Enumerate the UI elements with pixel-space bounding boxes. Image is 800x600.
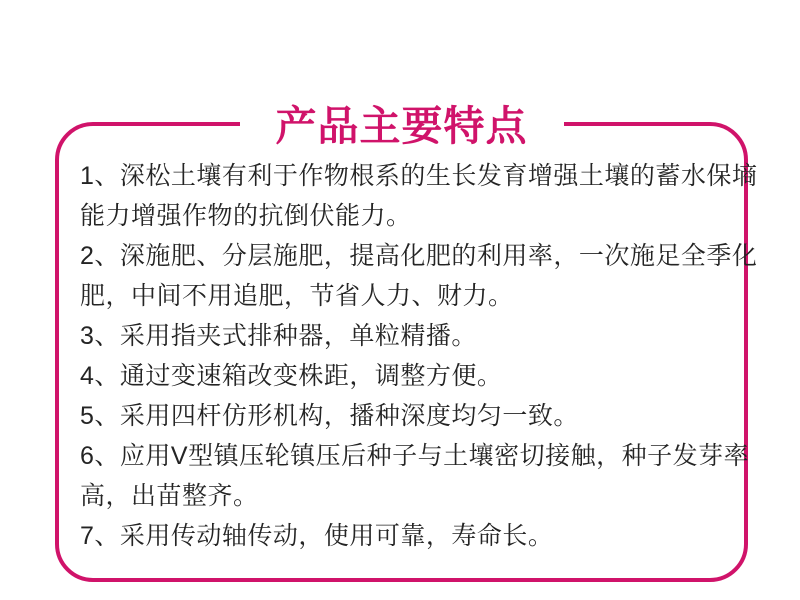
feature-2-line-2: 肥，中间不用追肥，节省人力、财力。 (80, 282, 514, 310)
feature-7-line-1: 7、采用传动轴传动，使用可靠，寿命长。 (80, 522, 554, 550)
feature-3-line-1: 3、采用指夹式排种器，单粒精播。 (80, 322, 477, 350)
feature-2-line-1: 2、深施肥、分层施肥，提高化肥的利用率，一次施足全季化 (80, 242, 758, 270)
feature-4-line-1: 4、通过变速箱改变株距，调整方便。 (80, 362, 503, 390)
feature-6-line-1: 6、应用V型镇压轮镇压后种子与土壤密切接触，种子发芽率 (80, 442, 750, 470)
feature-1-line-1: 1、深松土壤有利于作物根系的生长发育增强土壤的蓄水保墒 (80, 162, 758, 190)
features-panel (55, 103, 758, 582)
features-list (80, 156, 758, 556)
feature-5-line-1: 5、采用四杆仿形机构，播种深度均匀一致。 (80, 402, 579, 430)
feature-6-line-2: 高，出苗整齐。 (80, 482, 259, 510)
feature-1-line-2: 能力增强作物的抗倒伏能力。 (80, 202, 412, 230)
page-title: 产品主要特点 (240, 96, 564, 156)
